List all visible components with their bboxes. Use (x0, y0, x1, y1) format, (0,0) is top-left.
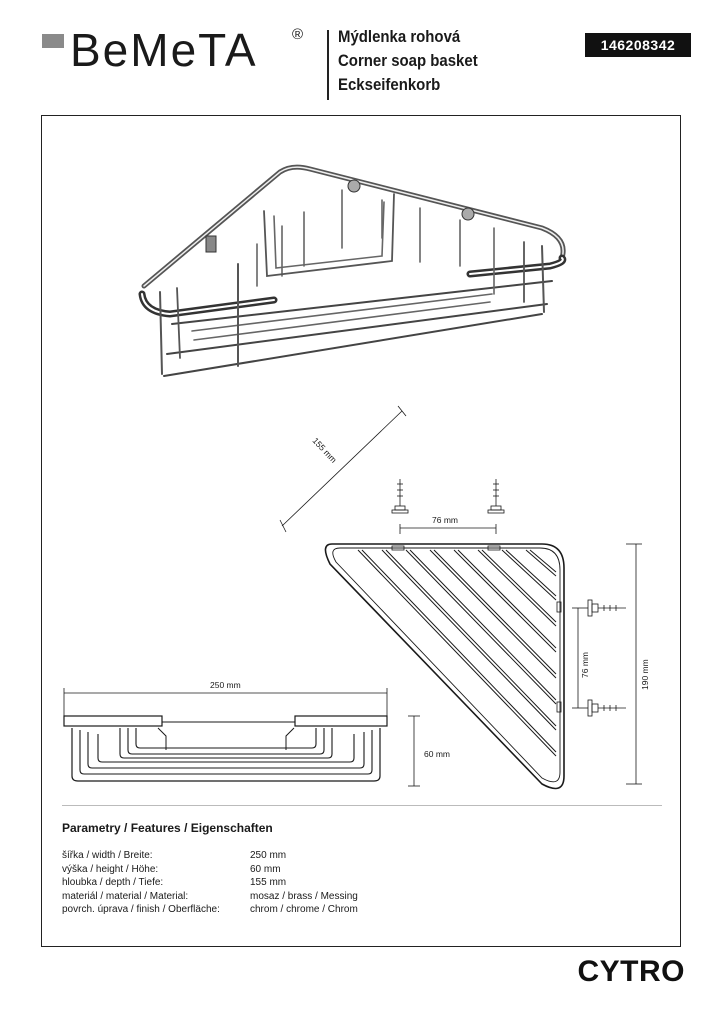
dim-label-height-total: 190 mm (640, 659, 650, 690)
section-divider (62, 805, 662, 806)
side-view-drawing (64, 688, 420, 786)
feature-row-finish (62, 903, 450, 917)
feature-value: chrom / chrome / Chrom (250, 904, 358, 915)
registered-mark: ® (292, 26, 304, 43)
dim-label-height: 60 mm (424, 749, 450, 759)
product-image (142, 167, 563, 376)
feature-label: hloubka / depth / Tiefe: (62, 877, 164, 888)
feature-value: mosaz / brass / Messing (250, 890, 358, 902)
logo-mark (42, 34, 64, 48)
feature-label: výška / height / Höhe: (62, 863, 159, 875)
dim-label-width: 250 mm (210, 680, 241, 690)
feature-value: 250 mm (250, 850, 287, 861)
title-english: Corner soap basket (338, 51, 478, 70)
feature-row-material (62, 890, 450, 904)
product-code: 146208342 (585, 33, 691, 57)
feature-value: 155 mm (250, 877, 287, 888)
features-title: Parametry / Features / Eigenschaften (62, 821, 273, 835)
series-name: CYTRO (577, 955, 685, 988)
feature-label: šířka / width / Breite: (62, 850, 153, 861)
technical-drawing (42, 116, 680, 806)
product-titles (338, 25, 478, 97)
dim-label-depth: 155 mm (310, 435, 339, 465)
feature-value: 60 mm (250, 863, 281, 875)
feature-label: povrch. úprava / finish / Oberfläche: (62, 904, 220, 915)
top-view-drawing (280, 406, 642, 789)
title-divider (327, 30, 329, 100)
brand-wordmark: BeMeTA (70, 24, 258, 76)
feature-label: materiál / material / Material: (62, 890, 189, 902)
dim-label-mount-top: 76 mm (432, 515, 458, 525)
dim-label-mount-side: 76 mm (580, 652, 590, 678)
feature-row-depth (62, 876, 450, 890)
title-czech: Mýdlenka rohová (338, 27, 461, 46)
depth-dim-line (282, 411, 402, 526)
brand-logo (42, 22, 312, 80)
feature-row-width (62, 849, 450, 863)
title-german: Eckseifenkorb (338, 75, 441, 94)
feature-row-height (62, 863, 450, 877)
features-table (62, 849, 450, 917)
